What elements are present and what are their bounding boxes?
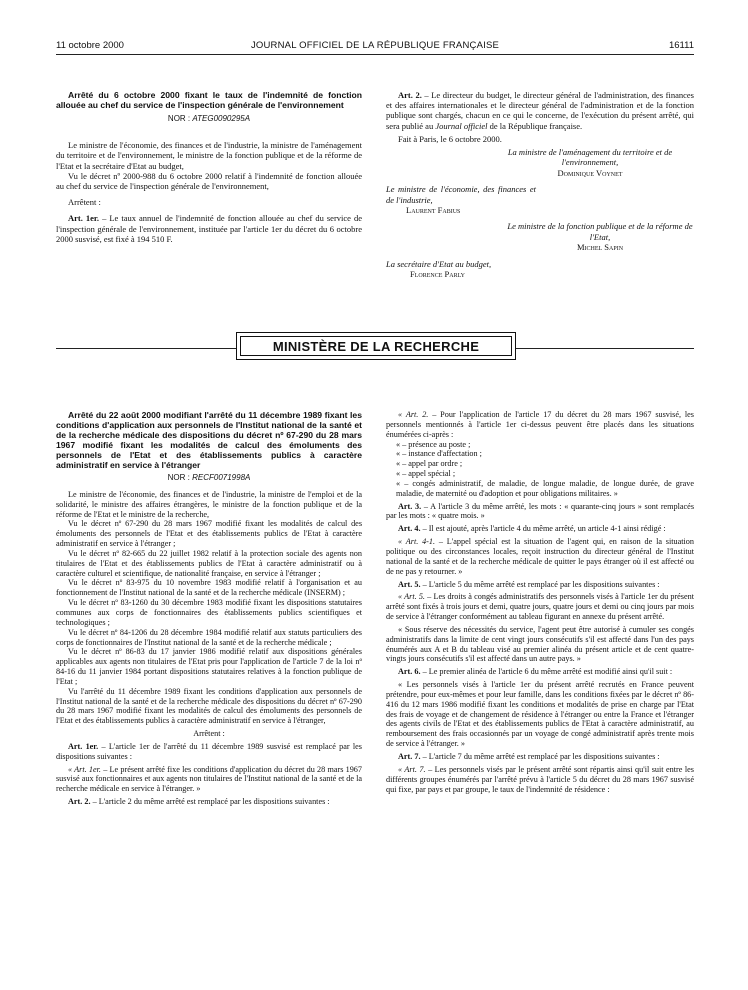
decree1-preamble: Le ministre de l'économie, des finances et de l'industrie, la ministre de l'aménagement du territoire et de l'environnement, le ministre de la fonction publique et de la réforme de l'Etat et la secrétaire d'Etat au budget, [56,140,362,171]
decree2-article-5-label: Art. 5. [398,579,421,589]
decree2-arretent: Arrêtent : [193,729,225,739]
decree1-article-2-text: – Le directeur du budget, le directeur général de l'administration, des finances et des affaires internationales et le directeur général de l'administration et de la fonction publique sont chargés, chacun en ce qui le concerne, de l'exécution du présent arrêté, qui sera publié au [386,90,694,131]
decree2-article-7 [386,752,694,762]
decree2-article-4-label: Art. 4. [398,524,421,534]
signature-4-name: Florence Parly [410,269,465,280]
decree2-visa-7: Vu l'arrêté du 11 décembre 1989 fixant les conditions d'application aux personnels de l'Institut national de la santé et de la recherche médicale des dispositions du décret nº 67-290 du 28 mars 1967 modifié fixant les modalités de calcul des émoluments des personnels de l'Etat et des établissements publics à caractère administratif en service à l'étranger, [56,686,362,726]
decree2-article-7-text: – L'article 7 du même arrêté est remplacé par les dispositions suivantes : [420,752,660,761]
decree2-preamble: Le ministre de l'économie, des finances et de l'industrie, la ministre de l'emploi et de la solidarité, le ministre des affaires étrangères, le ministre de la fonction publique et de la réforme de l'Etat et le ministre de la recherche, [56,489,362,519]
decree2-article-7-quote [386,765,694,795]
decree2-article-7-label: Art. 7. [398,752,421,761]
decree2-article-1-quote-label: « Art. 1er. [68,764,101,774]
decree1-left-column [56,90,362,244]
decree2-article-2-label: Art. 2. [68,797,91,807]
decree2-visa-5: Vu le décret nº 84-1206 du 28 décembre 1984 modifié relatif aux statuts particuliers des corps de fonctionnaires de l'Institut national de la santé et de la recherche médicale ; [56,627,362,647]
decree1-title: Arrêté du 6 octobre 2000 fixant le taux de l'indemnité de fonction allouée au chef du service de l'inspection générale de l'environnement [56,90,362,110]
decree1-nor-code: ATEG0090295A [192,114,251,123]
decree1-article-1-text: – Le taux annuel de l'indemnité de fonction allouée au chef du service de l'inspection générale de l'environnement, instituée par l'article 1er du décret du 6 octobre 2000 susvisé, est fixé à 194 510 F. [56,213,362,244]
list-item: « – présence au poste ; [396,439,471,449]
signature-4 [386,259,694,280]
list-item: « – appel spécial ; [396,469,456,479]
decree2-article-1-label: Art. 1er. [68,741,99,751]
decree1-right-column [386,90,694,279]
decree2-article-7-quote-label: « Art. 7. [398,764,426,774]
list-item: « – instance d'affectation ; [396,449,482,459]
decree2-article-1 [56,742,362,762]
decree2-article-6 [386,667,694,677]
decree1-nor-label: NOR : [167,114,191,123]
decree2-nor-code: RECF0071998A [192,473,251,482]
decree2-article-2-quote-text: – Pour l'application de l'article 17 du décret du 28 mars 1967 susvisé, les personnels mentionnés à l'article 1er ci-dessus peuvent être placés dans les situations énumérées ci-après : [386,410,694,439]
decree2-left-column [56,410,362,807]
ministry-banner [56,326,694,382]
decree2-article-2-quote [386,410,694,440]
decree2-article-5-quote-text: – Les droits à congés administratifs des personnels visés à l'article 1er du présent arrêté sont fixés à trois jours et demi, quatre jours, quatre jours et demi ou cinq jours par mois de service à l'étranger conformément au tableau figurant en annexe du présent arrêté. [386,592,694,622]
decree2-article-4-quote-label: « Art. 4-1. [398,537,436,547]
decree2-article-2-text: – L'article 2 du même arrêté est remplacé par les dispositions suivantes : [90,797,330,807]
decree2-article-6-quote: « Les personnels visés à l'article 1er du présent arrêté recrutés en France peuvent prétendre, pour eux-mêmes et pour leur famille, dans les conditions fixées par le décret nº 86-416 du 12 mars 1986 modifié fixant les conditions et modalités de prise en charge par l'Etat des frais de voyage et de changement de résidence à l'étranger ou entre la France et l'étranger des agents civils de l'Etat et des établissements publics de l'Etat à caractère administratif, au remboursement des frais occasionnés par un voyage de congé administratif après trente mois de service à l'étranger. » [386,680,694,749]
decree2-article-2 [56,797,362,807]
decree2-article-3-text: – A l'article 3 du même arrêté, les mots : « quarante-cinq jours » sont remplacés par les mots : « quatre mois. » [386,501,695,521]
list-item: « – congés administratif, de maladie, de longue maladie, de longue durée, de grave maladie, de maternité ou d'adoption et pour obligations militaires. » [396,478,694,498]
decree2-article-5-quote-2: « Sous réserve des nécessités du service, l'agent peut être autorisé à cumuler ses congés administratifs dans la limite de cent vingt jours consécutifs s'il est affecté dans l'un des pays énumérés aux A et B du tableau visé au premier alinéa du présent article et de cent quatre-vingts jours consécutifs s'il est affecté dans un autre pays. » [386,624,694,664]
ministry-box [236,332,516,360]
decree2-nor [56,473,362,483]
decree1-article-2-end: de la République française. [487,120,583,131]
decree1-fait: Fait à Paris, le 6 octobre 2000. [398,133,502,144]
decree1-article-2 [386,90,694,131]
situations-list [386,440,694,499]
page-header [56,40,694,55]
page-number: 16111 [668,40,694,51]
decree2-article-1-quote-text: – Le présent arrêté fixe les conditions d'application du décret du 28 mars 1967 susvisé aux fonctionnaires et aux agents non titulaires de l'Institut national de la santé et de la recherche médicale en service à l'étranger. » [56,764,362,794]
decree2-article-6-label: Art. 6. [398,667,421,677]
decree1-nor [56,114,362,124]
signature-3-title: Le ministre de la fonction publique et de la réforme de l'Etat, [507,221,693,242]
journal-title: JOURNAL OFFICIEL DE LA RÉPUBLIQUE FRANÇAISE [250,40,500,51]
signature-3-name: Michel Sapin [576,242,624,253]
decree2-article-5 [386,580,694,590]
decree2-article-3 [386,502,694,522]
decree2-visa-3: Vu le décret nº 83-975 du 10 novembre 1983 modifié relatif à l'organisation et au fonctionnement de l'Institut national de la santé et de la recherche médicale (INSERM) ; [56,578,362,598]
decree2-article-1-quote [56,765,362,795]
decree1-article-1-label: Art. 1er. [68,213,100,224]
decree2-article-2-quote-label: « Art. 2. [398,410,429,419]
decree1-journal-officiel: Journal officiel [435,120,488,131]
decree2-article-5-text: – L'article 5 du même arrêté est remplacé par les dispositions suivantes : [420,579,660,589]
decree2-article-5-quote [386,592,694,622]
decree2-article-6-text: – Le premier alinéa de l'article 6 du même arrêté est modifié ainsi qu'il suit : [420,667,673,677]
decree1-article-2-label: Art. 2. [398,90,422,100]
decree2-article-7-quote-text: – Les personnels visés par le présent arrêté sont répartis ainsi qu'il suit entre les différents groupes énumérés par l'arrêté prévu à l'article 5 du décret du 28 mars 1967 susvisé qui fixe, par pays et par groupe, le taux de l'indemnité de résidence : [386,764,694,794]
ministry-title: MINISTÈRE DE LA RECHERCHE [272,338,480,354]
signature-2 [386,184,536,215]
decree2-visa-6: Vu le décret nº 86-83 du 17 janvier 1986 modifié relatif aux dispositions générales applicables aux agents non titulaires de l'Etat pris pour l'application de l'article 7 de la loi nº 84-16 du 11 janvier 1984 portant dispositions statutaires relatives à la fonction publique de l'Etat ; [56,647,362,686]
decree2-article-3-label: Art. 3. [398,501,422,511]
issue-date: 11 octobre 2000 [56,40,124,51]
list-item: « – appel par ordre ; [396,459,463,469]
decree2-article-5-quote-label: « Art. 5. [398,592,425,602]
decree1-article-1 [56,213,362,244]
decree2-article-1-text: – L'article 1er de l'arrêté du 11 décembre 1989 susvisé est remplacé par les dispositions suivantes : [56,741,362,761]
decree2-article-4 [386,524,694,534]
decree1-arretent: Arrêtent : [68,197,101,208]
decree2-right-column [386,410,694,794]
signature-2-name: Laurent Fabius [406,205,461,216]
decree2-article-4-quote [386,537,694,576]
decree2-article-4-text: – Il est ajouté, après l'article 4 du même arrêté, un article 4-1 ainsi rédigé : [420,524,666,534]
signature-1-name: Dominique Voynet [557,167,623,178]
decree2-visa-2: Vu le décret nº 82-665 du 22 juillet 1982 relatif à la protection sociale des agents non titulaires de l'Etat et des établissements publics de l'Etat à caractère administratif ou à caractère culturel et scientifique, de nationalité française, en service à l'étranger ; [56,548,362,578]
decree2-visa-1: Vu le décret nº 67-290 du 28 mars 1967 modifié fixant les modalités de calcul des émoluments des personnels de l'Etat et des établissements publics de l'Etat à caractère administratif en service à l'étranger ; [56,519,362,549]
decree1-visa: Vu le décret nº 2000-988 du 6 octobre 2000 relatif à l'indemnité de fonction allouée au chef du service de l'inspection générale de l'environnement, [56,170,362,192]
signature-1 [386,147,694,178]
decree2-article-4-quote-text: – L'appel spécial est la situation de l'agent qui, en raison de la situation politique ou des circonstances locales, reçoit instruction du directeur général de l'Institut national de la santé et de la recherche médicale de quitter le pays étranger où il est affecté ou de ne pas y retourner. » [386,537,694,576]
signature-3 [386,221,694,252]
signature-4-title: La secrétaire d'Etat au budget, [386,258,492,269]
signature-2-title: Le ministre de l'économie, des finances et de l'industrie, [386,184,536,205]
decree2-title: Arrêté du 22 août 2000 modifiant l'arrêté du 11 décembre 1989 fixant les conditions d'application aux personnels de l'Institut national de la santé et de la recherche médicale des dispositions du décret nº 67-290 du 28 mars 1967 modifié fixant les modalités de calcul des émoluments des personnels de l'Etat et des établissements publics à caractère administratif en service à l'étranger [56,410,362,470]
signature-1-title: La ministre de l'aménagement du territoire et de l'environnement, [507,147,673,168]
decree2-visa-4: Vu le décret nº 83-1260 du 30 décembre 1983 modifié fixant les dispositions statutaires communes aux corps de fonctionnaires des établissements publics scientifiques et technologiques ; [56,598,362,627]
decree2-nor-label: NOR : [167,473,190,482]
